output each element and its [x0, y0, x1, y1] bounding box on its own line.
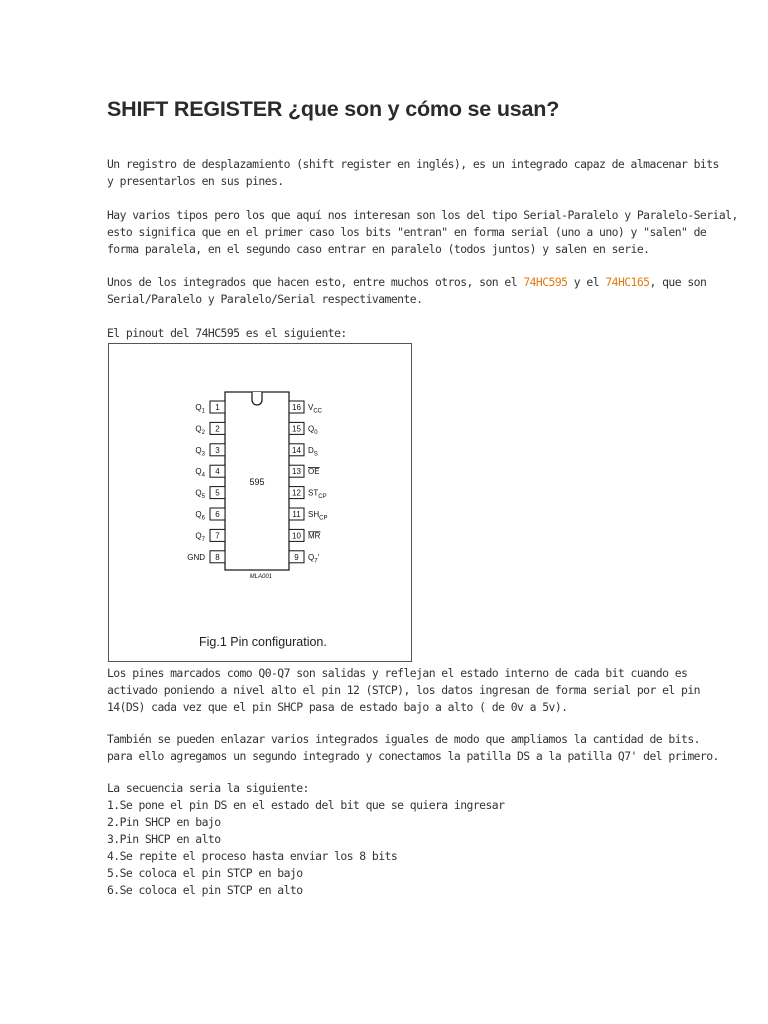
- pin-name: $Q_0$: [308, 424, 318, 436]
- figure-caption: Fig.1 Pin configuration.: [199, 635, 327, 649]
- pinout-intro-line: El pinout del 74HC595 es el siguiente:: [107, 326, 347, 340]
- sequence-paragraph: [107, 780, 667, 899]
- sequence-step: 2.Pin SHCP en bajo: [107, 815, 221, 829]
- sequence-step: 4.Se repite el proceso hasta enviar los 8 bits: [107, 849, 398, 863]
- sequence-title: La secuencia seria la siguiente:: [107, 781, 309, 795]
- pin-name: $ST_{CP}$: [308, 488, 327, 501]
- chain-line: para ello agregamos un segundo integrado y conectamos la patilla DS a la patilla Q7' del primero.: [107, 749, 719, 763]
- pin-name: $Q_6$: [195, 510, 205, 522]
- link-74hc595[interactable]: 74HC595: [523, 275, 568, 289]
- pin-number: 5: [215, 488, 220, 498]
- pin-name: $V_{CC}$: [308, 403, 323, 415]
- pin-number: 11: [292, 510, 301, 519]
- ic-notch: [252, 392, 262, 405]
- pin-name: OE: [308, 467, 320, 477]
- outputs-paragraph: [107, 665, 700, 716]
- ics-paragraph: [107, 274, 707, 308]
- types-line: esto significa que en el primer caso los bits "entran" en forma serial (uno a uno) y "salen" de: [107, 225, 707, 239]
- pinout-intro: [107, 325, 667, 342]
- types-line: Hay varios tipos pero los que aquí nos interesan son los del tipo Serial-Paralelo y Paralelo-Serial,: [107, 208, 738, 222]
- pin-number: 1: [215, 403, 220, 412]
- pin-number: 6: [215, 510, 220, 519]
- chip-label: 595: [249, 477, 265, 487]
- link-74hc165[interactable]: 74HC165: [605, 275, 650, 289]
- pin-number: 3: [215, 445, 220, 455]
- pin-name: $Q_5$: [195, 488, 205, 501]
- pinout-figure: [108, 343, 412, 662]
- pin-name: $Q_4$: [195, 467, 205, 479]
- pin-name: $Q_2$: [195, 424, 205, 436]
- right-pins: [289, 401, 327, 564]
- pin-number: 9: [294, 552, 299, 562]
- sequence-step: 5.Se coloca el pin STCP en bajo: [107, 866, 303, 880]
- pin-number: 14: [292, 445, 301, 455]
- ics-text: y el: [567, 275, 606, 289]
- outputs-line: Los pines marcados como Q0-Q7 son salidas y reflejan el estado interno de cada bit cuando es: [107, 666, 688, 680]
- sequence-step: 3.Pin SHCP en alto: [107, 832, 221, 846]
- pin-number: 15: [292, 424, 301, 434]
- ics-text: Unos de los integrados que hacen esto, entre muchos otros, son el: [107, 275, 524, 289]
- pin-number: 7: [215, 531, 220, 541]
- sequence-step: 6.Se coloca el pin STCP en alto: [107, 883, 303, 897]
- pin-number: 16: [292, 403, 301, 412]
- pin-name: $Q_3$: [195, 445, 205, 458]
- pin-name: MR: [308, 531, 321, 541]
- pin-name: $Q_7$: [195, 531, 205, 543]
- chain-line: También se pueden enlazar varios integrados iguales de modo que ampliamos la cantidad de bits.: [107, 732, 700, 746]
- pin-number: 2: [215, 424, 220, 434]
- pin-name: $SH_{CP}$: [308, 510, 328, 522]
- outputs-line: activado poniendo a nivel alto el pin 12 (STCP), los datos ingresan de forma serial por el pin: [107, 683, 700, 697]
- left-pins: [187, 401, 225, 563]
- outputs-line: 14(DS) cada vez que el pin SHCP pasa de estado bajo a alto ( de 0v a 5v).: [107, 700, 568, 714]
- pin-name: GND: [187, 552, 205, 562]
- pin-name: $Q_1$: [195, 403, 205, 415]
- types-line: forma paralela, en el segundo caso entrar en paralelo (todos juntos) y salen en serie.: [107, 242, 650, 256]
- pin-name: $D_S$: [308, 445, 318, 458]
- part-code: MLA001: [249, 574, 272, 580]
- pin-name: $Q_7'$: [308, 552, 320, 565]
- intro-line: Un registro de desplazamiento (shift register en inglés), es un integrado capaz de almacenar bits: [107, 157, 719, 171]
- ics-text: , que son: [649, 275, 707, 289]
- ics-line: [107, 274, 707, 291]
- types-paragraph: [107, 207, 738, 258]
- pin-number: 12: [292, 488, 301, 498]
- chain-paragraph: [107, 731, 719, 765]
- page-title: SHIFT REGISTER ¿que son y cómo se usan?: [107, 97, 560, 121]
- ics-line: Serial/Paralelo y Paralelo/Serial respectivamente.: [107, 292, 423, 306]
- sequence-step: 1.Se pone el pin DS en el estado del bit que se quiera ingresar: [107, 798, 505, 812]
- pinout-diagram: [109, 344, 413, 663]
- intro-line: y presentarlos en sus pines.: [107, 174, 284, 188]
- pin-number: 4: [215, 467, 220, 477]
- pin-number: 13: [292, 467, 301, 477]
- pin-number: 8: [215, 552, 220, 562]
- intro-paragraph: [107, 156, 719, 190]
- pin-number: 10: [292, 531, 301, 541]
